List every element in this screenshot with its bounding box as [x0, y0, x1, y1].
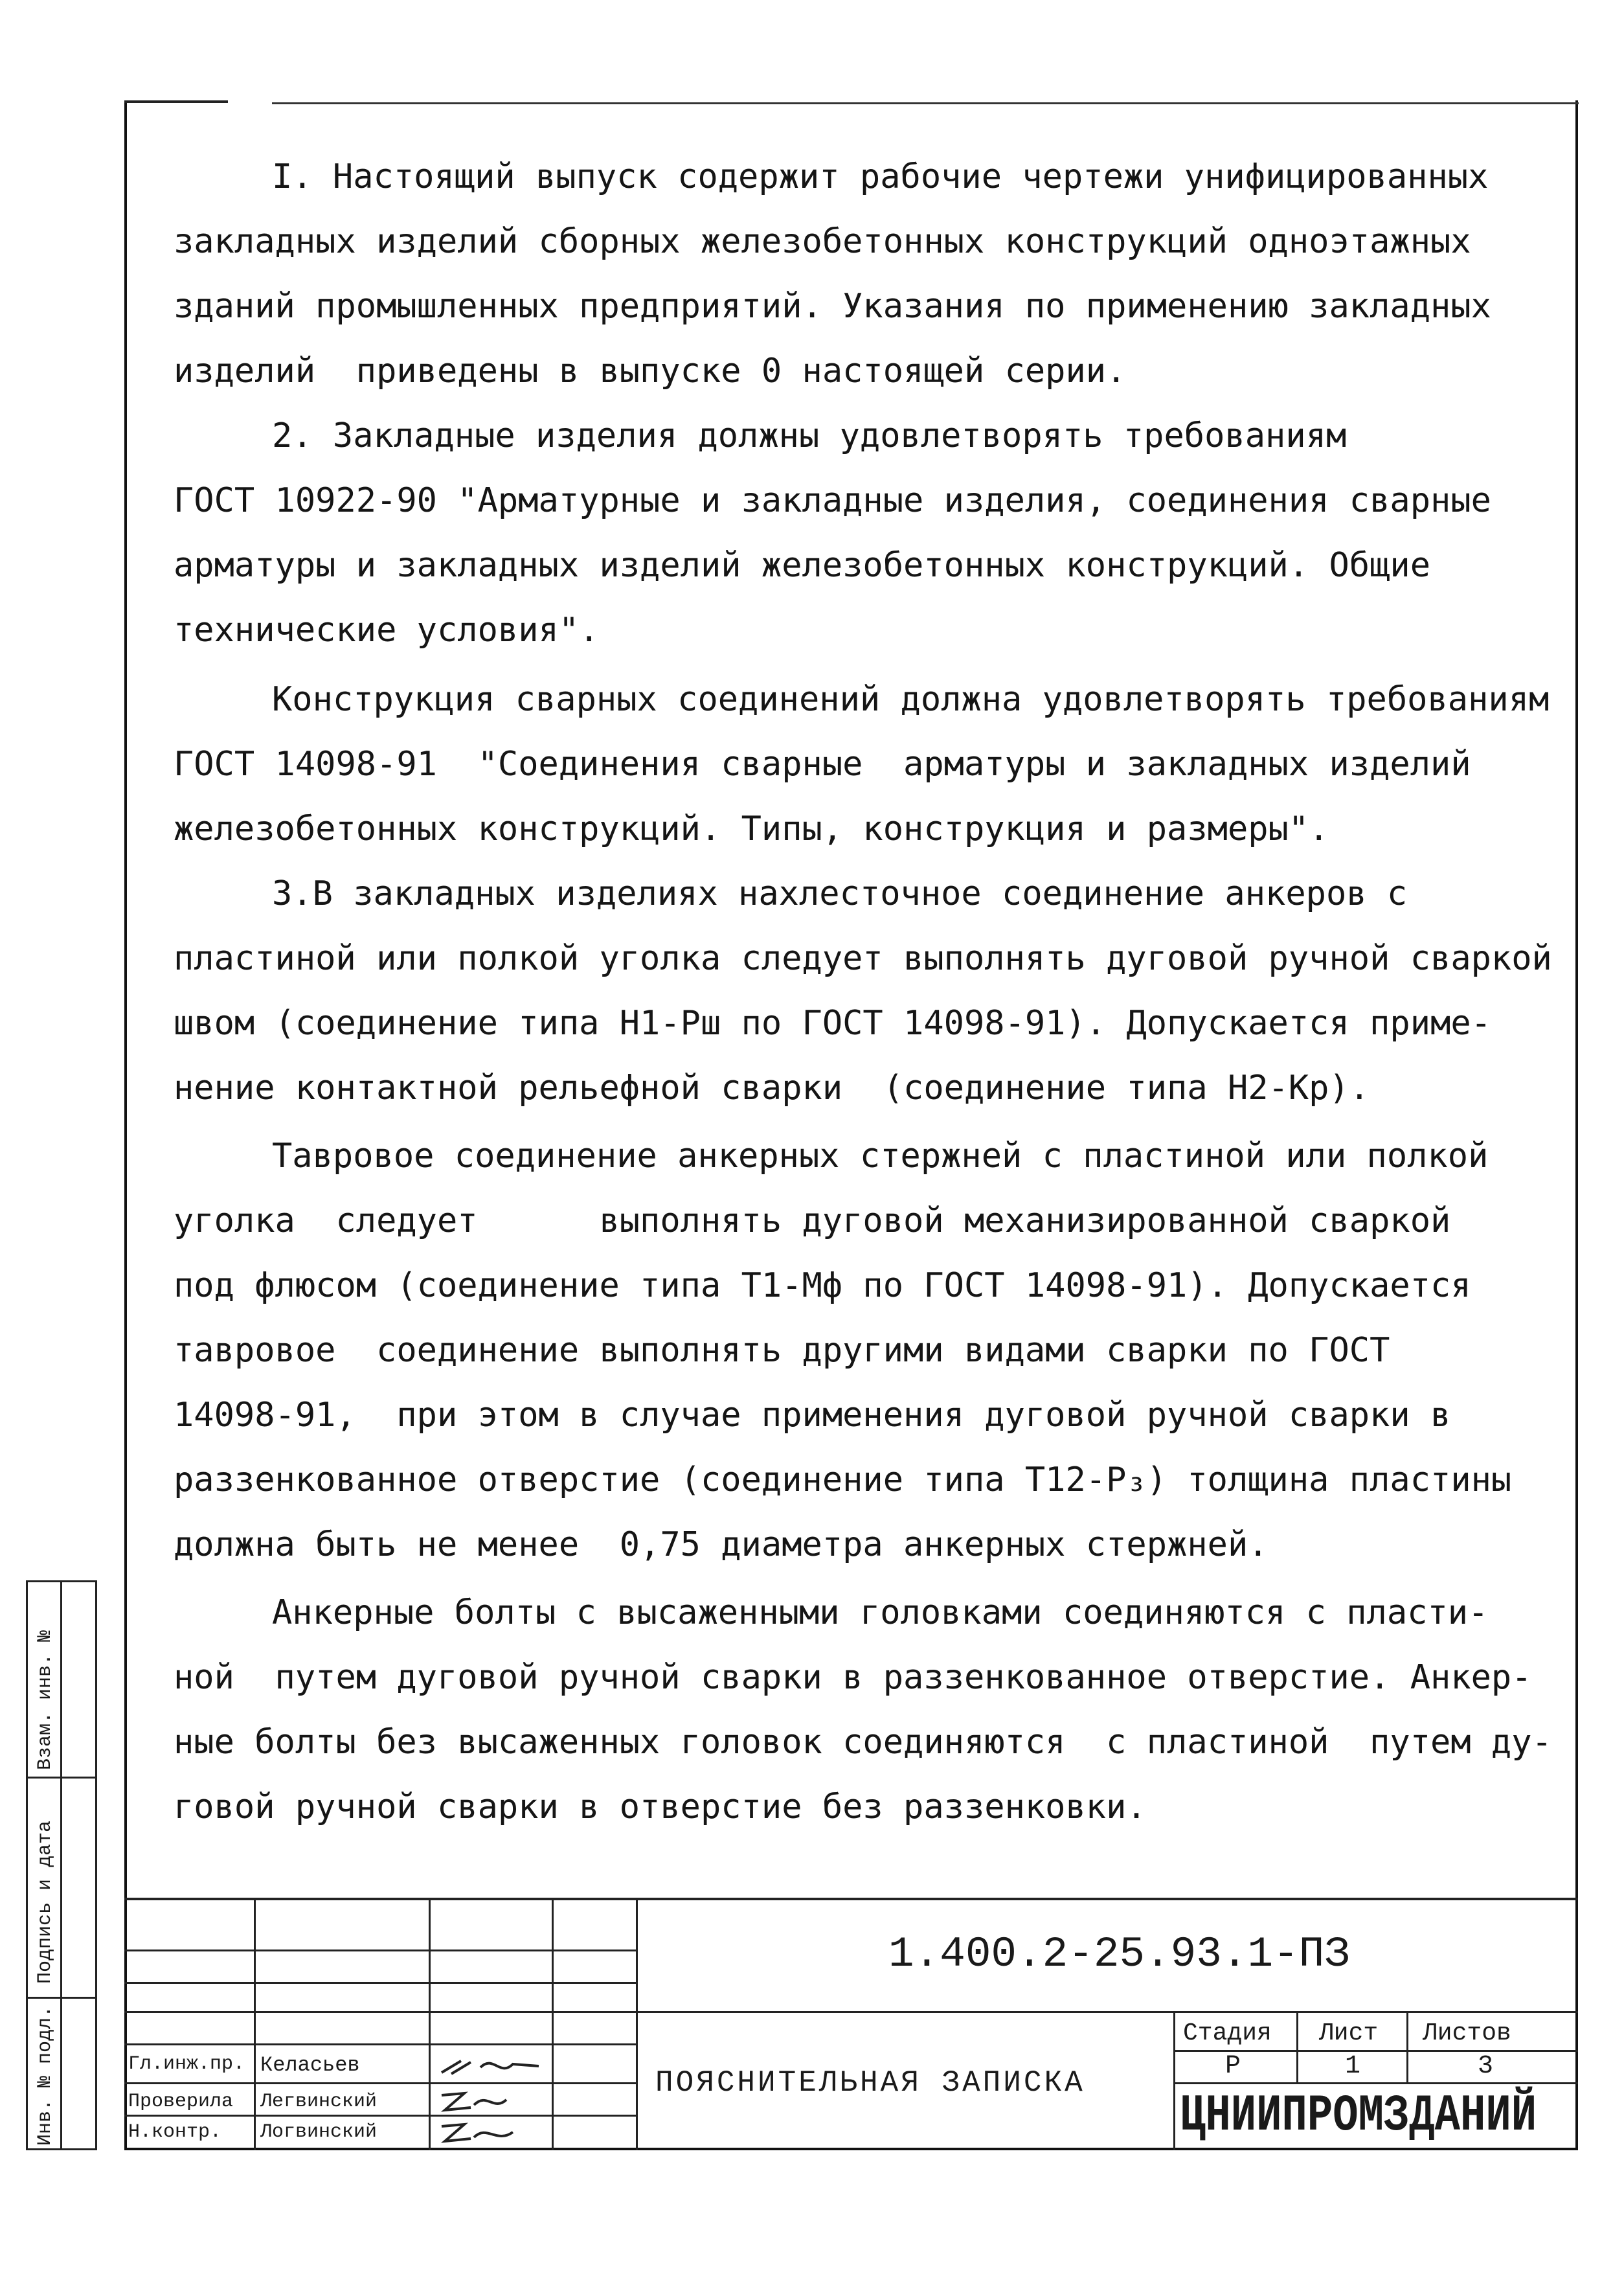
name-checked: Легвинский	[260, 2091, 378, 2113]
grid-line	[254, 1898, 256, 2150]
text-line: арматуры и закладных изделий железобетонных конструкций. Общие	[174, 546, 1431, 585]
text-line: I. Настоящий выпуск содержит рабочие чертежи унифицированных	[272, 157, 1489, 196]
side-stamp-divider	[60, 1582, 62, 2148]
text-line: ГОСТ 10922-90 "Арматурные и закладные изделия, соединения сварные	[174, 481, 1491, 520]
text-line: раззенкованное отверстие (соединение типа Т12-Р₃) толщина пластины	[174, 1461, 1512, 1499]
name-norm-control: Логвинский	[260, 2121, 378, 2143]
text-line: закладных изделий сборных железобетонных конструкций одноэтажных	[174, 222, 1471, 261]
grid-line	[1296, 2011, 1298, 2082]
sheets-header: Листов	[1423, 2019, 1511, 2047]
text-line: швом (соединение типа Н1-Рш по ГОСТ 14098-91). Допускается приме-	[174, 1004, 1491, 1043]
side-label-inventory: Инв. № подл.	[34, 2005, 56, 2146]
grid-line	[124, 2011, 1578, 2013]
sheet-header: Лист	[1319, 2019, 1379, 2047]
title-block	[124, 1898, 1578, 2150]
signature-norm-control	[435, 2117, 545, 2146]
document-code: 1.400.2-25.93.1-ПЗ	[888, 1930, 1350, 1979]
text-line: уголка следует выполнять дуговой механизированной сваркой	[174, 1201, 1451, 1240]
role-checked: Проверила	[128, 2091, 234, 2113]
role-chief-engineer: Гл.инж.пр.	[128, 2053, 245, 2075]
stage-header: Стадия	[1183, 2019, 1272, 2047]
text-line: зданий промышленных предприятий. Указания по применению закладных	[174, 287, 1491, 326]
grid-line	[124, 1982, 636, 1984]
text-line: под флюсом (соединение типа Т1-Мф по ГОСТ 14098-91). Допускается	[174, 1266, 1471, 1305]
text-line: говой ручной сварки в отверстие без раззенковки.	[174, 1788, 1147, 1826]
document-title: ПОЯСНИТЕЛЬНАЯ ЗАПИСКА	[655, 2066, 1085, 2100]
text-line: нение контактной рельефной сварки (соединение типа Н2-Кр).	[174, 1069, 1370, 1108]
title-block-top-line	[124, 1898, 1578, 1900]
role-norm-control: Н.контр.	[128, 2121, 222, 2143]
text-line: Конструкция сварных соединений должна удовлетворять требованиям	[272, 680, 1550, 719]
text-line: ные болты без высаженных головок соединяются с пластиной путем ду-	[174, 1723, 1552, 1762]
grid-line	[552, 1898, 554, 2150]
text-line: ГОСТ 14098-91 "Соединения сварные арматуры и закладных изделий	[174, 745, 1471, 784]
grid-line	[124, 2115, 636, 2117]
signature-checked	[435, 2086, 545, 2115]
side-label-signature: Подпись и дата	[34, 1820, 56, 1984]
grid-line	[429, 1898, 431, 2150]
grid-line	[1173, 2082, 1578, 2084]
organization-name: ЦНИИПРОМЗДАНИЙ	[1180, 2087, 1537, 2146]
grid-line	[124, 2082, 636, 2084]
text-line: должна быть не менее 0,75 диаметра анкерных стержней.	[174, 1525, 1269, 1564]
grid-line	[124, 1950, 636, 1951]
frame-top-stub	[124, 100, 228, 103]
grid-line	[1406, 2011, 1408, 2082]
text-line: Тавровое соединение анкерных стержней с пластиной или полкой	[272, 1137, 1489, 1176]
text-line: железобетонных конструкций. Типы, конструкция и размеры".	[174, 810, 1329, 848]
text-line: технические условия".	[174, 611, 600, 650]
side-label-replace: Взам. инв. №	[34, 1630, 56, 1770]
text-line: ной путем дуговой ручной сварки в раззенкованное отверстие. Анкер-	[174, 1658, 1532, 1697]
signature-chief-engineer	[435, 2048, 545, 2080]
text-line: тавровое соединение выполнять другими видами сварки по ГОСТ	[174, 1331, 1390, 1370]
text-line: 2. Закладные изделия должны удовлетворять требованиям	[272, 416, 1347, 455]
text-line: 3.В закладных изделиях нахлесточное соединение анкеров с	[272, 874, 1408, 913]
name-chief-engineer: Келасьев	[260, 2053, 360, 2077]
grid-line	[124, 2043, 636, 2045]
sheet-value: 1	[1345, 2052, 1361, 2081]
grid-line	[1173, 2011, 1175, 2150]
text-line: изделий приведены в выпуске 0 настоящей серии.	[174, 352, 1127, 391]
frame-top-line	[272, 102, 1579, 104]
text-line: пластиной или полкой уголка следует выполнять дуговой ручной сваркой	[174, 939, 1552, 978]
grid-line	[636, 1898, 638, 2150]
stage-value: Р	[1225, 2052, 1241, 2081]
text-line: 14098-91, при этом в случае применения дуговой ручной сварки в	[174, 1396, 1451, 1435]
text-line: Анкерные болты с высаженными головками соединяются с пласти-	[272, 1593, 1489, 1632]
side-stamp	[26, 1580, 97, 2150]
sheets-value: 3	[1478, 2052, 1494, 2081]
